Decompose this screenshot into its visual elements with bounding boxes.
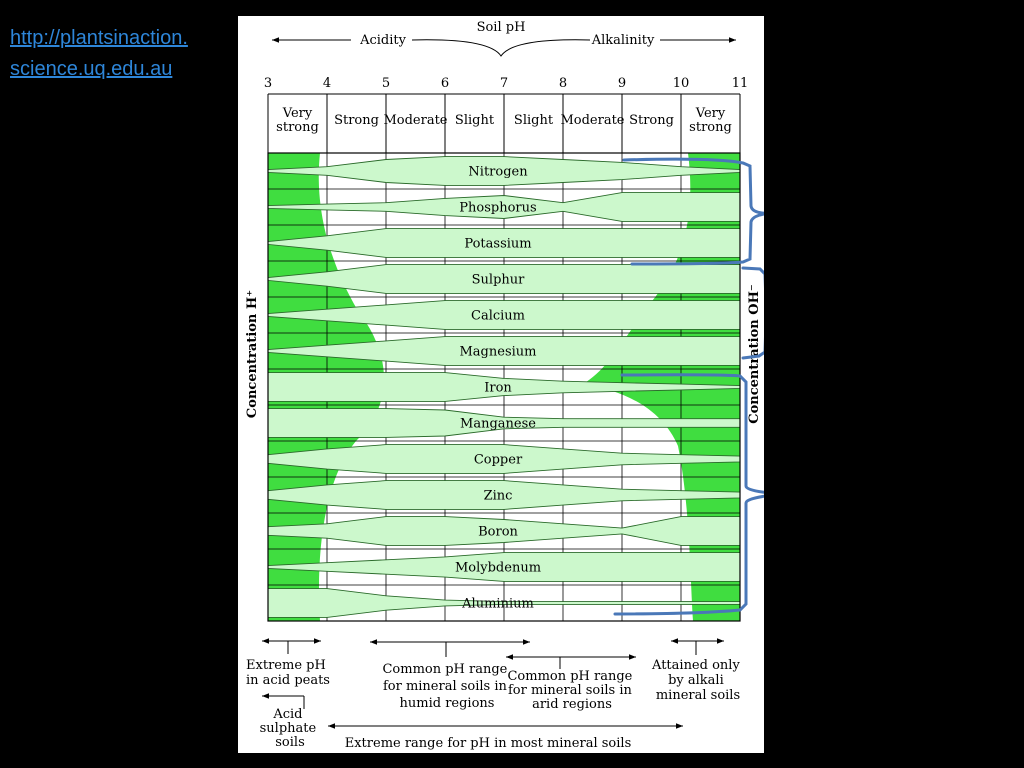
nutrient-label: Magnesium (459, 344, 537, 360)
ph-tick-label: 4 (322, 76, 332, 91)
extreme-peats-label: Extreme pH in acid peats (246, 658, 330, 688)
soil-ph-nutrient-availability-figure (238, 16, 764, 753)
ph-tick-label: 7 (499, 76, 509, 91)
ph-tick-label: 6 (440, 76, 450, 91)
reaction-band-label: Very strong (689, 106, 732, 135)
nutrient-label: Aluminium (462, 596, 534, 612)
source-link-line-2[interactable]: science.uq.edu.au (10, 58, 173, 80)
extreme-range-label: Extreme range for pH in most mineral soils (344, 736, 632, 751)
nutrient-availability-diagram (238, 16, 764, 753)
acid-sulphate-label: Acid sulphate soils (259, 707, 317, 750)
nutrient-label: Manganese (460, 416, 536, 432)
nutrient-label: Nitrogen (468, 164, 528, 180)
source-link-line-1[interactable]: http://plantsinaction. (10, 27, 188, 49)
nutrient-label: Zinc (483, 488, 513, 504)
ph-range-footer (246, 641, 744, 751)
reaction-band-label: Very strong (276, 106, 319, 135)
reaction-band-label: Slight (454, 113, 495, 128)
ph-tick-label: 11 (731, 76, 749, 91)
arid-range-label: Common pH range for mineral soils in arid regions (507, 669, 633, 712)
humid-range-label: Common pH range for mineral soils in humid regions (382, 662, 508, 711)
reaction-band-label: Slight (513, 113, 554, 128)
nutrient-label: Potassium (464, 236, 532, 252)
soil-ph-brace (412, 40, 590, 56)
soil-ph-title: Soil pH (476, 20, 526, 35)
nutrient-label: Iron (484, 380, 512, 396)
left-axis-label: Concentration H⁺ (245, 289, 260, 419)
nutrient-label: Sulphur (471, 272, 525, 288)
reaction-band-label: Strong (629, 113, 674, 128)
nutrient-label: Phosphorus (459, 200, 537, 216)
nutrient-label: Copper (473, 452, 523, 468)
nutrient-label: Boron (478, 524, 518, 540)
nutrient-label: Calcium (471, 308, 525, 324)
nutrient-label: Molybdenum (454, 560, 542, 576)
reaction-band-label: Strong (334, 113, 379, 128)
ph-tick-label: 8 (558, 76, 568, 91)
right-axis-label: Concentration OH⁻ (747, 284, 762, 424)
reaction-band-label: Moderate (383, 113, 448, 128)
acidity-label: Acidity (360, 33, 406, 48)
ph-tick-label: 9 (617, 76, 627, 91)
reaction-band-label: Moderate (560, 113, 625, 128)
ph-tick-label: 5 (381, 76, 391, 91)
ph-tick-label: 10 (672, 76, 690, 91)
alkali-label: Attained only by alkali mineral soils (652, 658, 741, 703)
alkalinity-label: Alkalinity (591, 33, 655, 48)
ph-tick-label: 3 (263, 76, 273, 91)
